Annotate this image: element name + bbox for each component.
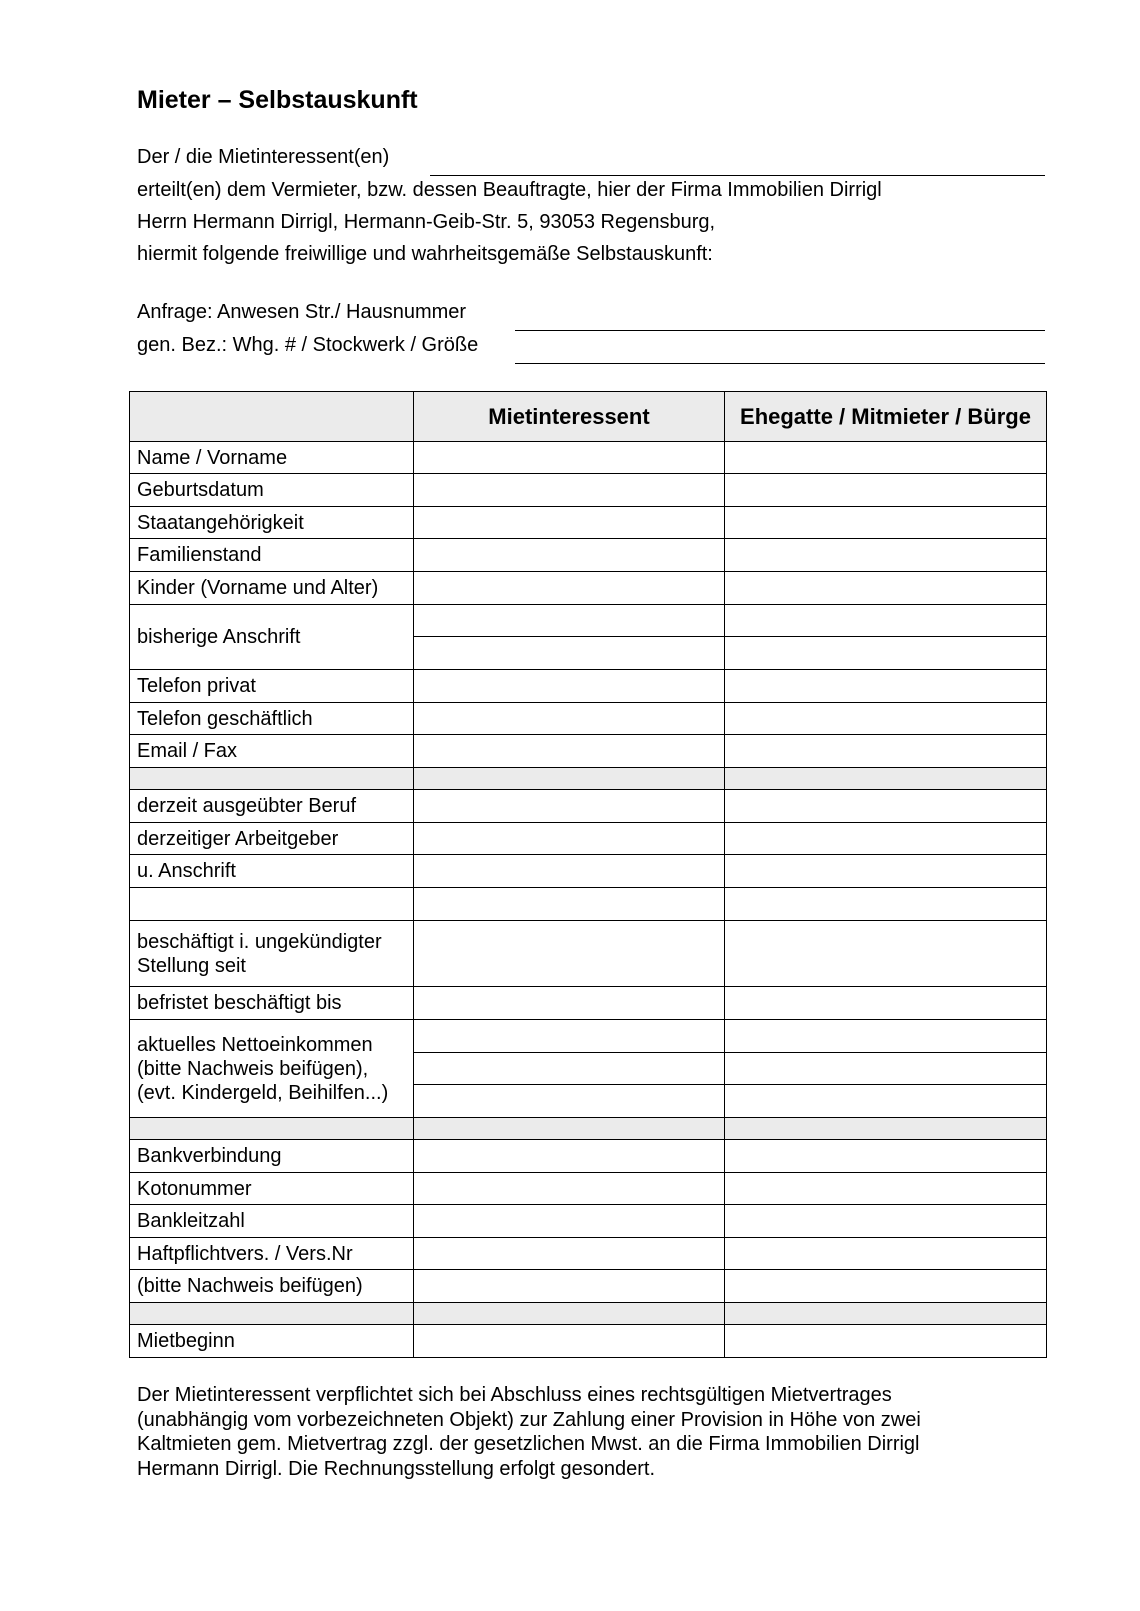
table-row	[130, 855, 1047, 888]
row-label: Name / Vorname	[130, 442, 414, 474]
input-cell[interactable]	[725, 605, 1047, 637]
input-cell[interactable]	[414, 1238, 725, 1270]
input-cell[interactable]	[414, 790, 725, 823]
page-title: Mieter – Selbstauskunft	[137, 86, 418, 114]
input-cell[interactable]	[725, 1085, 1047, 1118]
intro-line-2: erteilt(en) dem Vermieter, bzw. dessen Beauftragte, hier der Firma Immobilien Dirrigl	[137, 179, 882, 201]
input-cell[interactable]	[414, 474, 725, 507]
table-row	[130, 703, 1047, 735]
table-row	[130, 1020, 1047, 1053]
table-row	[130, 1325, 1047, 1358]
separator-row	[130, 1118, 1047, 1140]
input-cell[interactable]	[725, 1173, 1047, 1205]
input-cell[interactable]	[414, 605, 725, 637]
input-cell[interactable]	[414, 442, 725, 474]
row-label: Telefon geschäftlich	[130, 703, 414, 735]
row-label: Mietbeginn	[130, 1325, 414, 1358]
input-cell[interactable]	[725, 1205, 1047, 1238]
row-label: Staatangehörigkeit	[130, 507, 414, 539]
input-cell[interactable]	[414, 1020, 725, 1053]
input-cell[interactable]	[725, 987, 1047, 1020]
selbstauskunft-table	[129, 391, 1047, 1358]
input-cell[interactable]	[725, 888, 1047, 921]
input-cell[interactable]	[725, 1053, 1047, 1085]
input-cell[interactable]	[130, 888, 414, 921]
input-cell[interactable]	[725, 442, 1047, 474]
row-label: Haftpflichtvers. / Vers.Nr	[130, 1238, 414, 1270]
input-cell[interactable]	[414, 1053, 725, 1085]
wohnung-fill-line[interactable]	[515, 363, 1045, 364]
header-empty-cell	[130, 392, 414, 442]
table-row	[130, 790, 1047, 823]
input-cell[interactable]	[414, 1173, 725, 1205]
table-row	[130, 1205, 1047, 1238]
table-row	[130, 1173, 1047, 1205]
footer-line-1: Der Mietinteressent verpflichtet sich bei Abschluss eines rechtsgültigen Mietvertrages	[137, 1384, 892, 1406]
table-row	[130, 1140, 1047, 1173]
row-label: Telefon privat	[130, 670, 414, 703]
table-row	[130, 605, 1047, 637]
input-cell[interactable]	[725, 507, 1047, 539]
table-row	[130, 921, 1047, 987]
intro-line-4: hiermit folgende freiwillige und wahrheitsgemäße Selbstauskunft:	[137, 243, 713, 265]
header-mietinteressent: Mietinteressent	[414, 392, 725, 442]
table-row	[130, 442, 1047, 474]
separator-row	[130, 1303, 1047, 1325]
input-cell[interactable]	[725, 539, 1047, 572]
row-label: Kinder (Vorname und Alter)	[130, 572, 414, 605]
input-cell[interactable]	[414, 1205, 725, 1238]
row-label: (bitte Nachweis beifügen)	[130, 1270, 414, 1303]
row-label: Familienstand	[130, 539, 414, 572]
input-cell[interactable]	[414, 703, 725, 735]
row-label: derzeitiger Arbeitgeber	[130, 823, 414, 855]
row-label: Bankverbindung	[130, 1140, 414, 1173]
intro-line-1: Der / die Mietinteressent(en)	[137, 146, 390, 168]
row-label: bisherige Anschrift	[130, 605, 414, 670]
input-cell[interactable]	[414, 1085, 725, 1118]
provision-clause	[137, 1383, 1017, 1481]
input-cell[interactable]	[725, 637, 1047, 670]
input-cell[interactable]	[414, 1270, 725, 1303]
input-cell[interactable]	[414, 1140, 725, 1173]
input-cell[interactable]	[414, 670, 725, 703]
row-label: Geburtsdatum	[130, 474, 414, 507]
input-cell[interactable]	[725, 572, 1047, 605]
input-cell[interactable]	[725, 790, 1047, 823]
mietinteressent-fill-line[interactable]	[430, 175, 1045, 176]
input-cell[interactable]	[725, 670, 1047, 703]
table-row	[130, 572, 1047, 605]
input-cell[interactable]	[725, 474, 1047, 507]
input-cell[interactable]	[414, 888, 725, 921]
table-row	[130, 888, 1047, 921]
input-cell[interactable]	[414, 987, 725, 1020]
footer-line-3: Kaltmieten gem. Mietvertrag zzgl. der gesetzlichen Mwst. an die Firma Immobilien Dirrigl	[137, 1433, 920, 1455]
table-row	[130, 1238, 1047, 1270]
row-label: befristet beschäftigt bis	[130, 987, 414, 1020]
row-label: derzeit ausgeübter Beruf	[130, 790, 414, 823]
input-cell[interactable]	[725, 1270, 1047, 1303]
row-label: beschäftigt i. ungekündigter Stellung seit	[130, 921, 414, 987]
bezeichnung-label: gen. Bez.: Whg. # / Stockwerk / Größe	[137, 334, 479, 356]
input-cell[interactable]	[725, 1325, 1047, 1358]
footer-line-2: (unabhängig vom vorbezeichneten Objekt) zur Zahlung einer Provision in Höhe von zwei	[137, 1408, 921, 1431]
input-cell[interactable]	[725, 1140, 1047, 1173]
row-label: Bankleitzahl	[130, 1205, 414, 1238]
input-cell[interactable]	[725, 703, 1047, 735]
input-cell[interactable]	[414, 823, 725, 855]
intro-line-3: Herrn Hermann Dirrigl, Hermann-Geib-Str. 5, 93053 Regensburg,	[137, 211, 716, 233]
table-header-row	[130, 392, 1047, 442]
table-row	[130, 539, 1047, 572]
input-cell[interactable]	[414, 539, 725, 572]
anfrage-label: Anfrage: Anwesen Str./ Hausnummer	[137, 301, 467, 323]
input-cell[interactable]	[725, 1020, 1047, 1053]
row-label: Kotonummer	[130, 1173, 414, 1205]
table-row	[130, 670, 1047, 703]
input-cell[interactable]	[414, 855, 725, 888]
row-label: aktuelles Nettoeinkommen (bitte Nachweis beifügen), (evt. Kindergeld, Beihilfen...)	[130, 1020, 414, 1118]
separator-row	[130, 768, 1047, 790]
input-cell[interactable]	[725, 735, 1047, 768]
row-label: Email / Fax	[130, 735, 414, 768]
input-cell[interactable]	[725, 1238, 1047, 1270]
input-cell[interactable]	[414, 921, 725, 987]
input-cell[interactable]	[414, 735, 725, 768]
header-ehegatte: Ehegatte / Mitmieter / Bürge	[725, 392, 1047, 442]
table-row	[130, 823, 1047, 855]
footer-line-4: Hermann Dirrigl. Die Rechnungsstellung erfolgt gesondert.	[137, 1457, 656, 1480]
input-cell[interactable]	[725, 855, 1047, 888]
input-cell[interactable]	[414, 507, 725, 539]
input-cell[interactable]	[725, 921, 1047, 987]
table-row	[130, 1270, 1047, 1303]
anwesen-fill-line[interactable]	[515, 330, 1045, 331]
input-cell[interactable]	[414, 572, 725, 605]
input-cell[interactable]	[725, 823, 1047, 855]
input-cell[interactable]	[414, 637, 725, 670]
table-row	[130, 507, 1047, 539]
table-row	[130, 735, 1047, 768]
table-row	[130, 987, 1047, 1020]
row-label: u. Anschrift	[130, 855, 414, 888]
input-cell[interactable]	[414, 1325, 725, 1358]
table-row	[130, 474, 1047, 507]
